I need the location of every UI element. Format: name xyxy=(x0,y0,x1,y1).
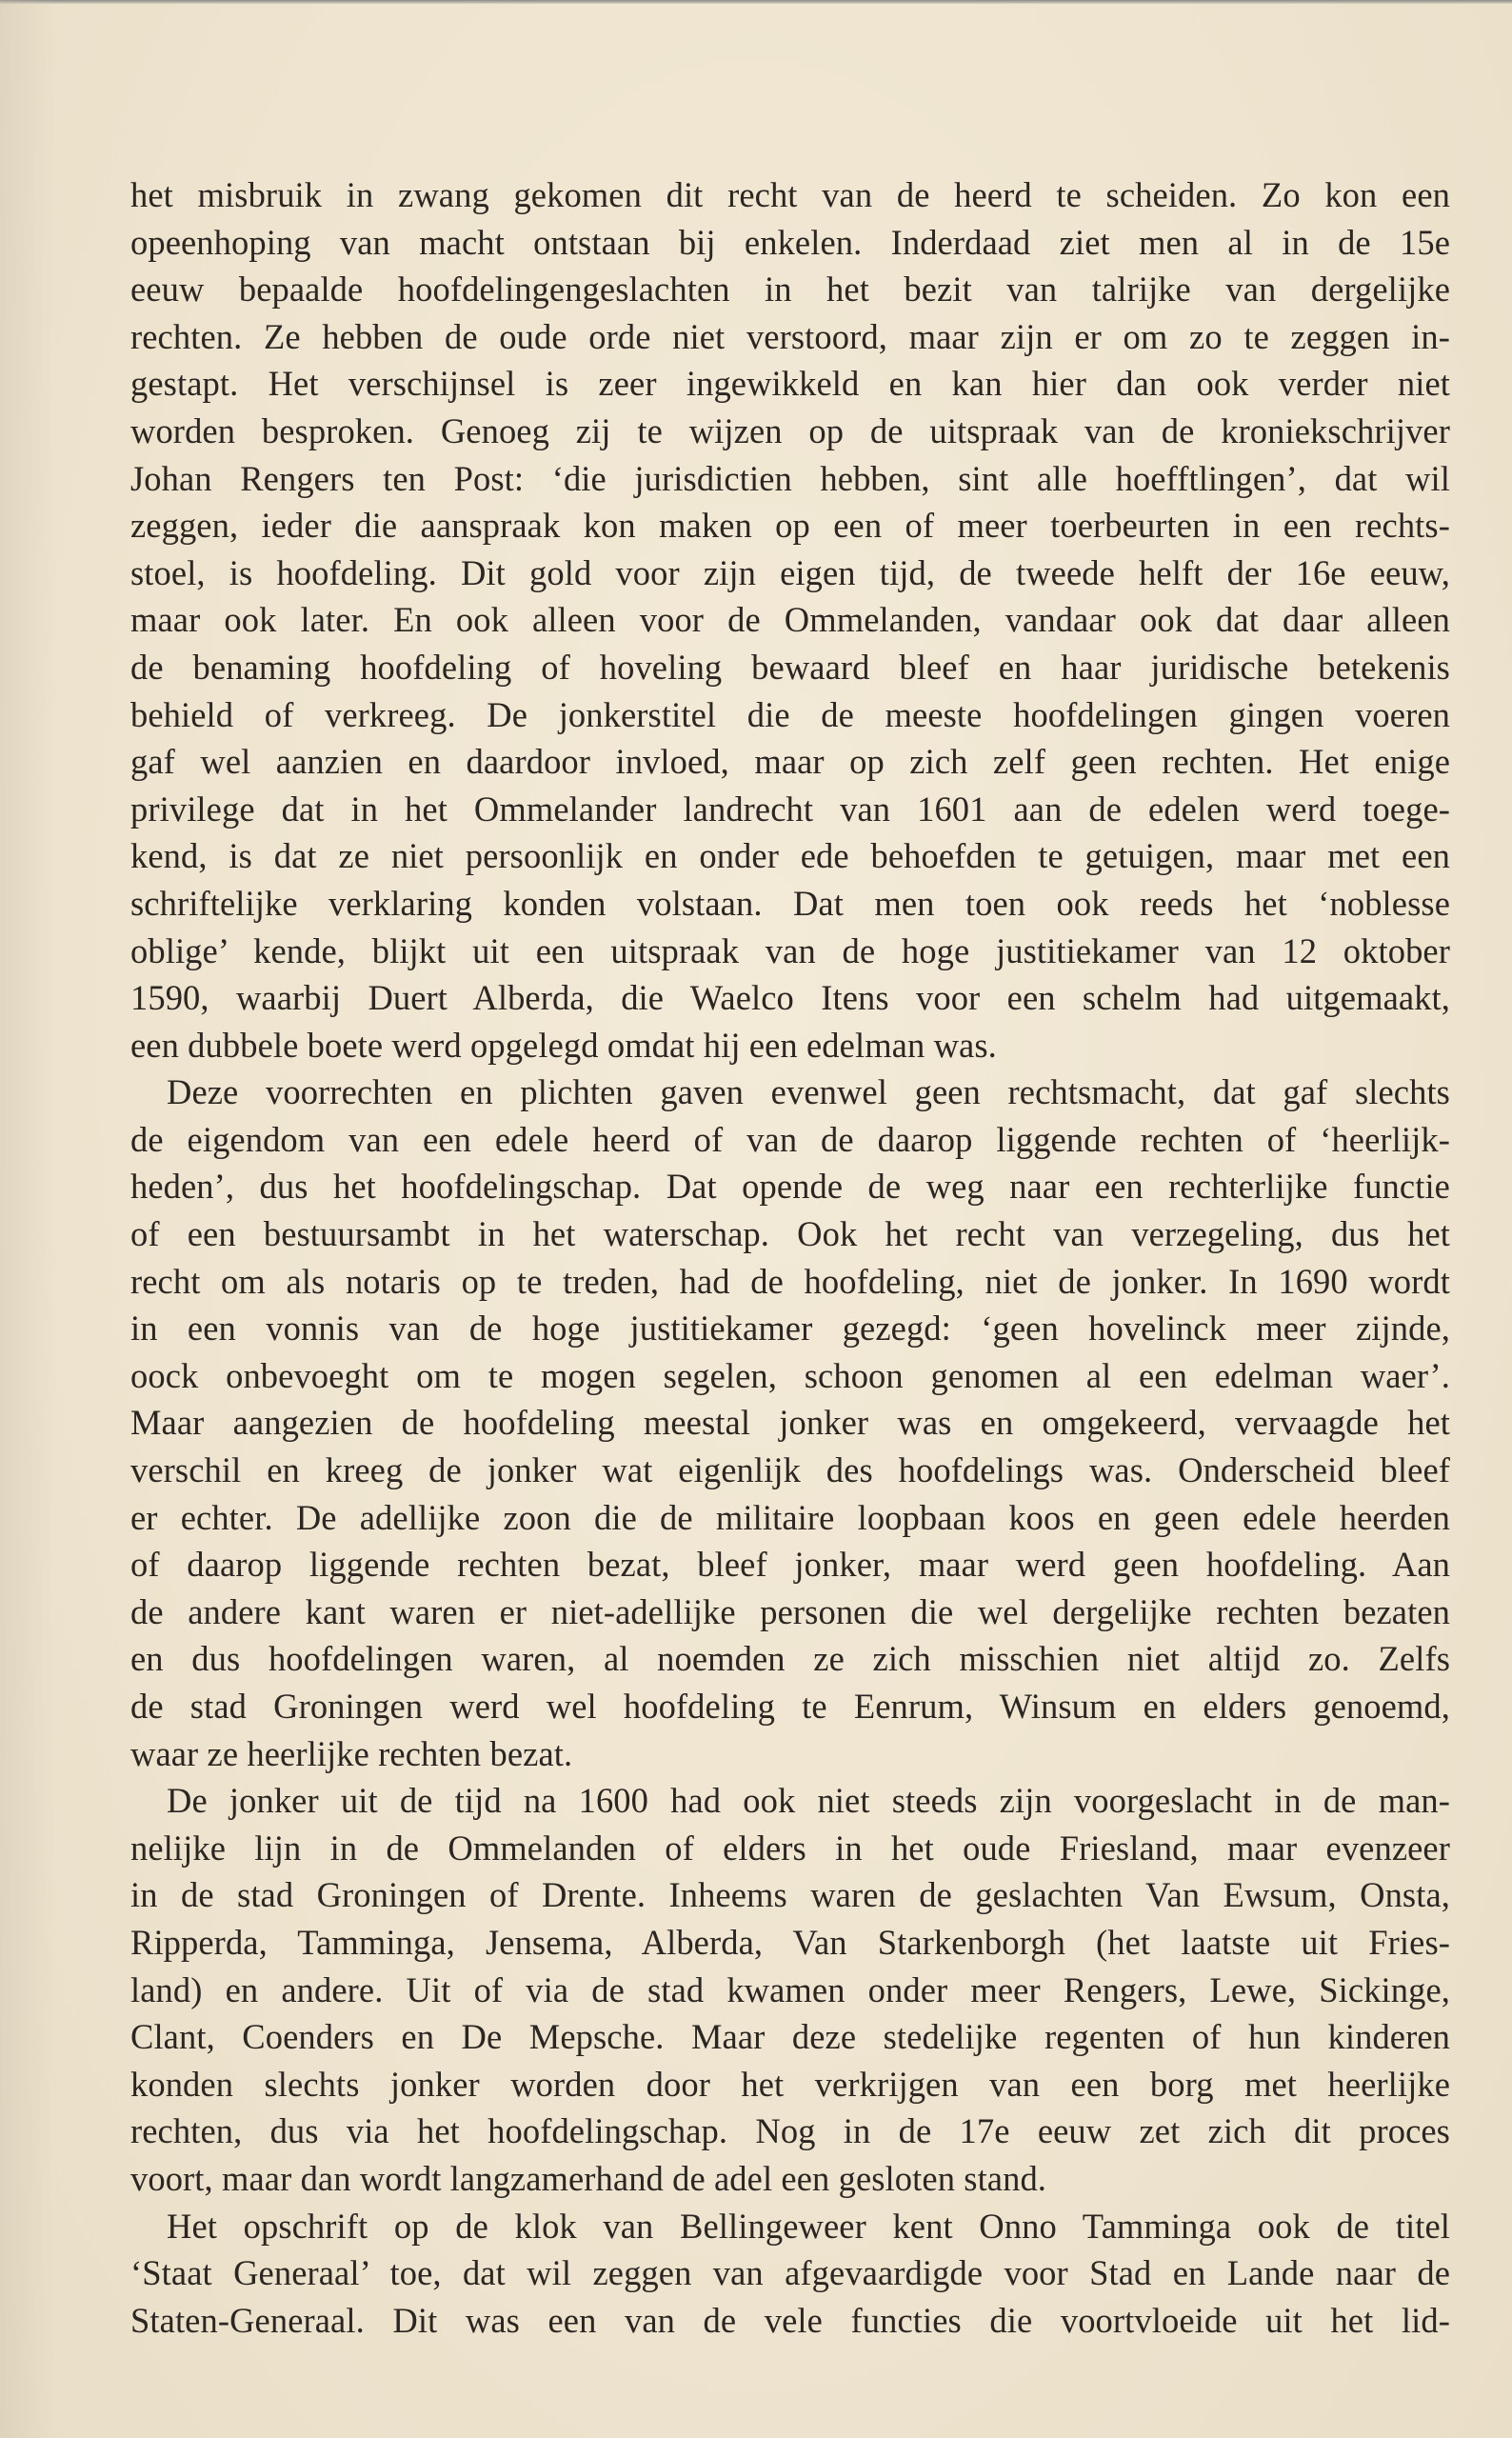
text-line: de stad Groningen werd wel hoofdeling te Eenrum, Winsum en elders genoemd, xyxy=(130,1687,1450,1726)
text-line: in een vonnis van de hoge justitiekamer gezegd: ‘geen hovelinck meer zijnde, xyxy=(130,1309,1450,1349)
text-line: een dubbele boete werd opgelegd omdat hij een edelman was. xyxy=(130,1025,997,1065)
paragraph xyxy=(130,1069,1450,1777)
text-line: het misbruik in zwang gekomen dit recht van de heerd te scheiden. Zo kon een xyxy=(130,175,1450,214)
text-line: behield of verkreeg. De jonkerstitel die de meeste hoofdelingen gingen voeren xyxy=(130,694,1450,734)
text-line: nelijke lijn in de Ommelanden of elders in het oude Friesland, maar evenzeer xyxy=(130,1828,1450,1868)
text-line: waar ze heerlijke rechten bezat. xyxy=(130,1733,573,1773)
page-top-edge xyxy=(0,0,1512,4)
text-line: konden slechts jonker worden door het verkrijgen van een borg met heerlijke xyxy=(130,2064,1450,2104)
text-line: Staten-Generaal. Dit was een van de vele functies die voortvloeide uit het lid- xyxy=(130,2300,1450,2340)
paragraph xyxy=(130,171,1450,1069)
text-line: Deze voorrechten en plichten gaven evenwel geen rechtsmacht, dat gaf slechts xyxy=(167,1072,1450,1112)
text-line: land) en andere. Uit of via de stad kwamen onder meer Rengers, Lewe, Sickinge, xyxy=(130,1969,1450,2009)
paragraph xyxy=(130,2203,1450,2345)
text-line: Clant, Coenders en De Mepsche. Maar deze stedelijke regenten of hun kinderen xyxy=(130,2017,1450,2057)
text-line: de andere kant waren er niet-adellijke personen die wel dergelijke rechten bezaten xyxy=(130,1591,1450,1631)
text-line: er echter. De adellijke zoon die de militaire loopbaan koos en geen edele heerden xyxy=(130,1497,1450,1537)
text-line: de benaming hoofdeling of hoveling bewaard bleef en haar juridische betekenis xyxy=(130,647,1450,687)
text-line: voort, maar dan wordt langzamerhand de adel een gesloten stand. xyxy=(130,2158,1047,2198)
text-line: de eigendom van een edele heerd of van de daarop liggende rechten of ‘heerlijk- xyxy=(130,1119,1450,1159)
text-line: Ripperda, Tamminga, Jensema, Alberda, Van Starkenborgh (het laatste uit Fries- xyxy=(130,1922,1450,1962)
text-line: of een bestuursambt in het waterschap. Ook het recht van verzegeling, dus het xyxy=(130,1214,1450,1254)
text-line: recht om als notaris op te treden, had de hoofdeling, niet de jonker. In 1690 wordt xyxy=(130,1261,1450,1301)
text-line: in de stad Groningen of Drente. Inheems waren de geslachten Van Ewsum, Onsta, xyxy=(130,1875,1450,1915)
text-line: maar ook later. En ook alleen voor de Ommelanden, vandaar ook dat daar alleen xyxy=(130,600,1450,640)
text-line: heden’, dus het hoofdelingschap. Dat opende de weg naar een rechterlijke functie xyxy=(130,1167,1450,1207)
text-line: of daarop liggende rechten bezat, bleef jonker, maar werd geen hoofdeling. Aan xyxy=(130,1545,1450,1585)
text-line: zeggen, ieder die aanspraak kon maken op een of meer toerbeurten in een rechts- xyxy=(130,506,1450,546)
text-line: oock onbevoeght om te mogen segelen, schoon genomen al een edelman waer’. xyxy=(130,1355,1450,1395)
text-line: rechten. Ze hebben de oude orde niet verstoord, maar zijn er om zo te zeggen in- xyxy=(130,316,1450,356)
text-line: worden besproken. Genoeg zij te wijzen op de uitspraak van de kroniekschrijver xyxy=(130,410,1450,450)
text-line: gaf wel aanzien en daardoor invloed, maar op zich zelf geen rechten. Het enige xyxy=(130,742,1450,782)
text-line: en dus hoofdelingen waren, al noemden ze zich misschien niet altijd zo. Zelfs xyxy=(130,1639,1450,1679)
text-line: Johan Rengers ten Post: ‘die jurisdictien hebben, sint alle hoefftlingen’, dat wil xyxy=(130,458,1450,498)
text-line: rechten, dus via het hoofdelingschap. Nog in de 17e eeuw zet zich dit proces xyxy=(130,2111,1450,2151)
body-text xyxy=(130,171,1450,2344)
text-line: De jonker uit de tijd na 1600 had ook niet steeds zijn voorgeslacht in de man- xyxy=(167,1781,1450,1821)
text-line: ‘Staat Generaal’ toe, dat wil zeggen van afgevaardigde voor Stad en Lande naar de xyxy=(130,2253,1450,2293)
text-line: opeenhoping van macht ontstaan bij enkelen. Inderdaad ziet men al in de 15e xyxy=(130,222,1450,262)
text-line: Maar aangezien de hoofdeling meestal jonker was en omgekeerd, vervaagde het xyxy=(130,1403,1450,1443)
text-line: kend, is dat ze niet persoonlijk en onder ede behoefden te getuigen, maar met een xyxy=(130,836,1450,876)
text-line: 1590, waarbij Duert Alberda, die Waelco Itens voor een schelm had uitgemaakt, xyxy=(130,978,1450,1018)
text-line: stoel, is hoofdeling. Dit gold voor zijn eigen tijd, de tweede helft der 16e eeuw, xyxy=(130,552,1450,592)
text-line: verschil en kreeg de jonker wat eigenlijk des hoofdelings was. Onderscheid bleef xyxy=(130,1450,1450,1490)
text-line: oblige’ kende, blijkt uit een uitspraak van de hoge justitiekamer van 12 oktober xyxy=(130,930,1450,970)
text-line: Het opschrift op de klok van Bellingeweer kent Onno Tamminga ook de titel xyxy=(167,2206,1450,2246)
page-gutter-shadow xyxy=(0,0,57,2438)
text-line: gestapt. Het verschijnsel is zeer ingewikkeld en kan hier dan ook verder niet xyxy=(130,364,1450,404)
text-line: privilege dat in het Ommelander landrecht van 1601 aan de edelen werd toege- xyxy=(130,789,1450,829)
text-line: eeuw bepaalde hoofdelingengeslachten in het bezit van talrijke van dergelijke xyxy=(130,270,1450,310)
text-line: schriftelijke verklaring konden volstaan. Dat men toen ook reeds het ‘noblesse xyxy=(130,883,1450,923)
paragraph xyxy=(130,1777,1450,2202)
